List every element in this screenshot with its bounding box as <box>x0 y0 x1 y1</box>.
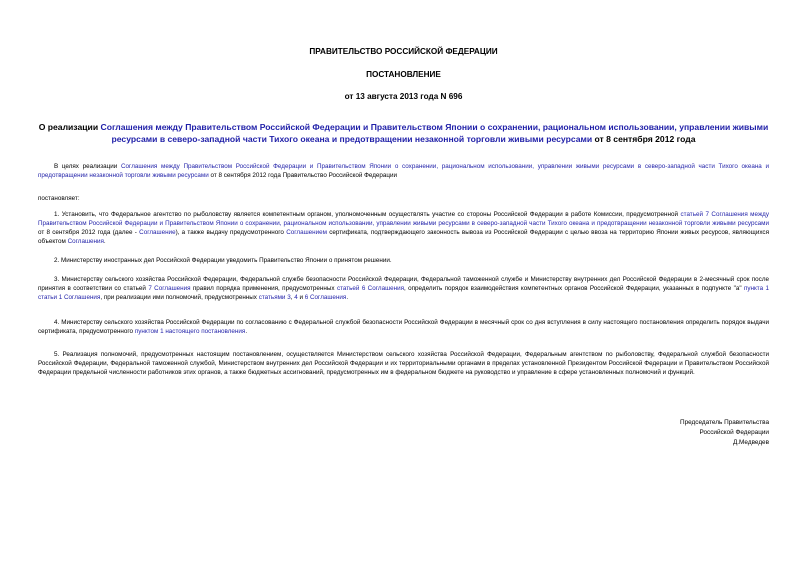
paragraph-4 <box>38 318 769 336</box>
date-number-heading: от 13 августа 2013 года N 696 <box>344 92 463 101</box>
paragraph-3 <box>38 275 769 302</box>
p1-text-2: от 8 сентября 2012 года (далее - <box>38 229 140 236</box>
paragraph-1 <box>38 210 769 246</box>
p3-text-4: , при реализации ими полномочий, предусмотренных <box>100 294 259 301</box>
signature-position: Председатель Правительства <box>680 419 769 426</box>
intro-text-2: от 8 сентября 2012 года Правительство Российской Федерации <box>208 172 398 179</box>
intro-paragraph <box>38 162 769 180</box>
p3-article4-link[interactable]: 4 <box>294 294 298 301</box>
p3-article6-link[interactable]: статьей 6 Соглашения <box>336 285 405 292</box>
government-heading: ПРАВИТЕЛЬСТВО РОССИЙСКОЙ ФЕДЕРАЦИИ <box>309 47 498 56</box>
signature-country: Российской Федерации <box>699 429 769 436</box>
p3-text-7: . <box>346 294 349 301</box>
p1-text-1: 1. Установить, что Федеральное агентство по рыболовству является компетентным органом, уполномоченным осуществлять участие со стороны Российской Федерации в работе Комиссии, предусмотренной <box>54 211 681 218</box>
decree-word: постановляет: <box>38 195 80 202</box>
p1-agreement-link-2[interactable]: Соглашением <box>286 229 327 236</box>
title-prefix: О реализации <box>38 122 101 132</box>
signature-block <box>680 418 769 448</box>
p1-agreement-link-3[interactable]: Соглашения <box>67 238 104 245</box>
p1-text-3: ), а также выдачу предусмотренного <box>175 229 287 236</box>
signature-name: Д.Медведев <box>732 439 769 446</box>
p3-article6b-link[interactable]: 6 Соглашения <box>304 294 347 301</box>
p3-text-6: и <box>297 294 305 301</box>
document-type-heading: ПОСТАНОВЛЕНИЕ <box>366 70 441 79</box>
p3-text-1: 3. Министерству сельского хозяйства Российской Федерации, Федеральной службе безопасности Российской Федерации, Федеральной таможенной службе и Министерству внутренних дел Российской Федерации в 2-месячный срок после принятия в соответствии со статьей <box>38 276 769 292</box>
p1-article7-link[interactable]: статьей 7 Соглашения между Правительством Российской Федерации и Правительством Японии о сохранении, рациональном использовании, управлении живыми ресурсами в северо-западной части Тихого океана и предотвращении незаконной торговли живыми ресурсами <box>38 211 769 227</box>
p1-agreement-link[interactable]: Соглашение <box>139 229 176 236</box>
p1-text-4: сертификата, подтверждающего законность вывоза из Российской Федерации с целью ввоза на территорию Японии живых ресурсов, являющихся объектом <box>38 229 769 245</box>
p3-text-2: правил порядка применения, предусмотренных <box>190 285 337 292</box>
p3-text-3: , определить порядок взаимодействия компетентных органов Российской Федерации, указанных в подпункте "а" <box>404 285 744 292</box>
title-suffix: от 8 сентября 2012 года <box>592 133 696 144</box>
p1-text-5: . <box>103 238 106 245</box>
p3-article7-link[interactable]: 7 Соглашения <box>148 285 191 292</box>
title-agreement-link[interactable]: Соглашения между Правительством Российской Федерации и Правительством Японии о сохранении, рациональном использовании, управлении живыми ресурсами в северо-западной части Тихого океана и предотвращении незаконной торговли живыми ресурсами <box>100 122 769 144</box>
p4-clause1-link[interactable]: пунктом 1 настоящего постановления <box>134 328 246 335</box>
intro-agreement-link[interactable]: Соглашения между Правительством Российской Федерации и Правительством Японии о сохранении, рациональном использовании, управлении живыми ресурсами в северо-западной части Тихого океана и предотвращении незаконной торговли живыми ресурсами <box>38 163 769 179</box>
document-title <box>38 122 769 145</box>
p4-text-2: . <box>245 328 248 335</box>
p3-article3-link[interactable]: статьями 3 <box>258 294 291 301</box>
paragraph-5: 5. Реализация полномочий, предусмотренных настоящим постановлением, осуществляется Министерством сельского хозяйства Российской Федерации, Федеральным агентством по рыболовству, Федеральной службой безопасности Российской Федерации, Федеральной таможенной службой, Министерством внутренних дел Российской Федерации и их территориальными органами в пределах установленной Президентом Российской Федерации и Правительством Российской Федерации предельной численности работников этих органов, а также бюджетных ассигнований, предусмотренных им в федеральном бюджете на руководство и управление в сфере установленных полномочий и функций. <box>38 351 769 376</box>
paragraph-2: 2. Министерству иностранных дел Российской Федерации уведомить Правительство Японии о принятом решении. <box>54 257 392 264</box>
p3-clause1-link[interactable]: пункта 1 статьи 1 Соглашения <box>38 285 769 301</box>
p3-text-5: , <box>290 294 295 301</box>
p4-text-1: 4. Министерству сельского хозяйства Российской Федерации по согласованию с Федеральной службой безопасности Российской Федерации в месячный срок со дня вступления в силу настоящего постановления определить порядок выдачи сертификата, предусмотренного <box>38 319 769 335</box>
intro-text-1: В целях реализации <box>54 163 121 170</box>
